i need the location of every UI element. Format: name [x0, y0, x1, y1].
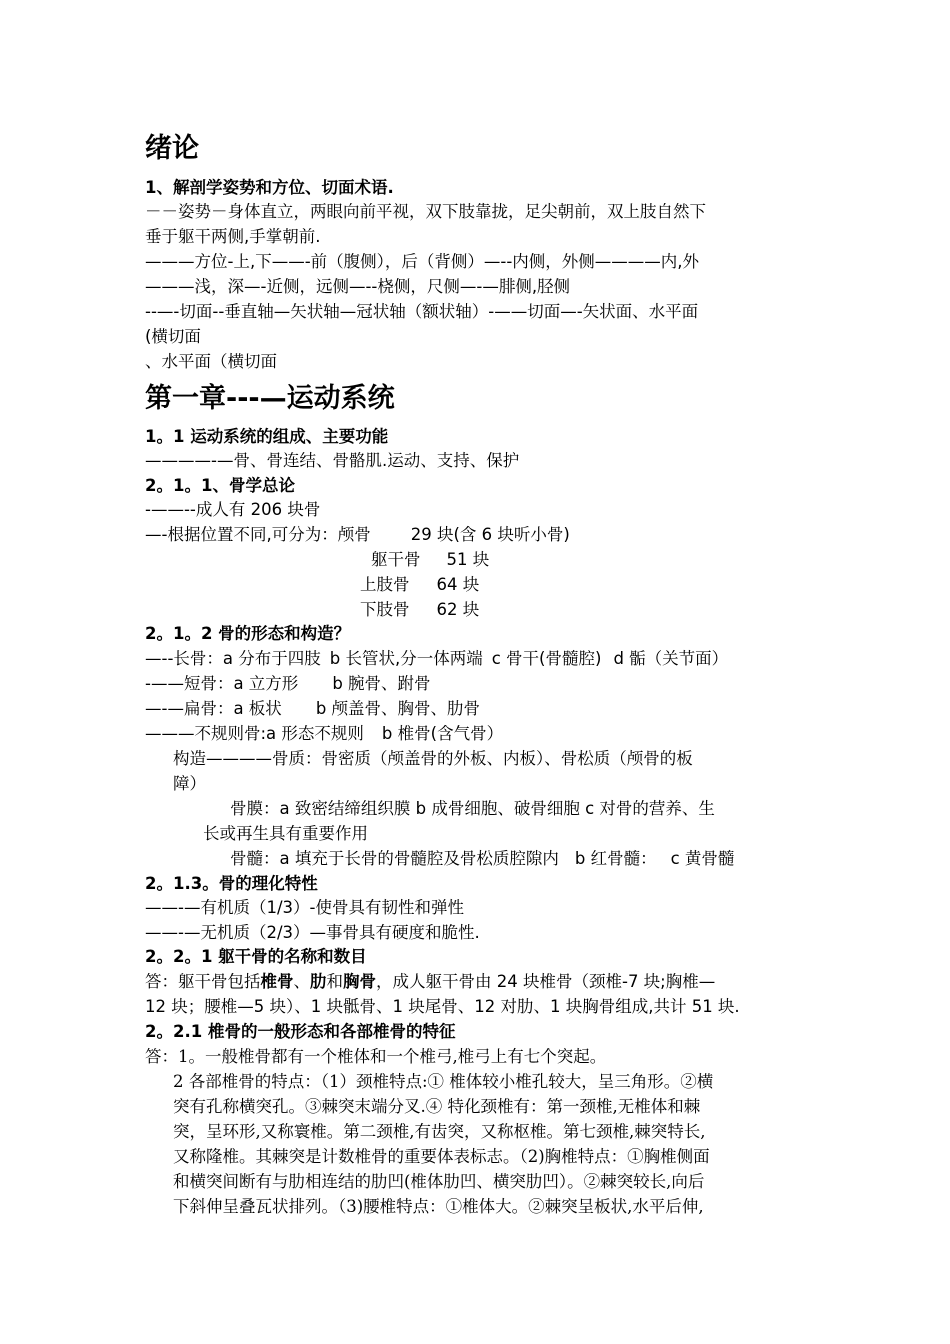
section-heading: 2。2.1 椎骨的一般形态和各部椎骨的特征	[145, 1022, 456, 1041]
text-line: 垂于躯干两侧,手掌朝前.	[145, 227, 321, 246]
text-line: 又称隆椎。其棘突是计数椎骨的重要体表标志。（2)胸椎特点：①胸椎侧面	[173, 1147, 710, 1166]
answer-text: 、	[293, 972, 310, 991]
section-heading: 2。1。2 骨的形态和构造？	[145, 624, 351, 643]
text-line	[145, 673, 431, 695]
text-line: (横切面	[145, 327, 201, 346]
answer-bold: 胸骨	[343, 972, 376, 991]
short-bone-a: -——短骨：a 立方形	[145, 674, 299, 693]
text-line: 12 块；腰椎—5 块）、1 块骶骨、1 块尾骨、12 对肋、1 块胸骨组成,共计 51 块.	[145, 997, 740, 1016]
bone-name: 下肢骨	[360, 600, 410, 619]
text-line: ————-—骨、骨连结、骨骼肌.运动、支持、保护	[145, 451, 520, 470]
section-heading: 2。2。1 躯干骨的名称和数目	[145, 947, 367, 966]
bone-name: 躯干骨	[371, 550, 421, 569]
answer-bold: 肋	[310, 972, 327, 991]
text-line	[145, 971, 715, 993]
text-line: ——-—无机质（2/3）—事骨具有硬度和脆性.	[145, 923, 480, 942]
bone-count: 51 块	[446, 550, 490, 569]
text-line: 构造————骨质：骨密质（颅盖骨的外板、内板）、骨松质（颅骨的板	[173, 749, 693, 768]
bone-row	[371, 549, 489, 571]
chapter-title: 第一章---—运动系统	[145, 383, 395, 414]
bone-classification-label: —-根据位置不同,可分为：颅骨	[145, 525, 371, 544]
text-line: 骨膜：a 致密结缔组织膜 b 成骨细胞、破骨细胞 c 对骨的营养、生	[230, 799, 715, 818]
marrow-b: b 红骨髓：	[574, 849, 657, 868]
answer-text: 和	[326, 972, 343, 991]
section-heading: 2。1。1、骨学总论	[145, 476, 295, 495]
text-line: ———方位-上,下——-前（腹侧），后（背侧）—--内侧，外侧————内,外	[145, 252, 700, 271]
text-line: 和横突间断有与肋相连结的肋凹(椎体肋凹、横突肋凹）。②棘突较长,向后	[173, 1172, 705, 1191]
irregular-bone-b: b 椎骨(含气骨）	[381, 724, 504, 743]
answer-text: 答：躯干骨包括	[145, 972, 261, 991]
text-line: ———浅，深—-近侧，远侧—--桡侧，尺侧—-—腓侧,胫侧	[145, 277, 571, 296]
text-line	[145, 723, 503, 745]
answer-bold: 椎骨	[260, 972, 294, 991]
text-line	[145, 648, 728, 670]
text-line: ——-—有机质（1/3）-使骨具有韧性和弹性	[145, 898, 464, 917]
bone-count: 62 块	[436, 600, 480, 619]
text-line: 突，呈环形,又称寰椎。第二颈椎,有齿突，又称枢椎。第七颈椎,棘突特长,	[173, 1122, 706, 1141]
text-line: －－姿势－身体直立，两眼向前平视，双下肢靠拢，足尖朝前，双上肢自然下	[145, 202, 706, 221]
irregular-bone-a: ———不规则骨:a 形态不规则	[145, 724, 364, 743]
text-line	[145, 524, 570, 546]
section-heading: 1、解剖学姿势和方位、切面术语.	[145, 178, 394, 197]
marrow-a: 骨髓：a 填充于长骨的骨髓腔及骨松质腔隙内	[230, 849, 559, 868]
short-bone-b: b 腕骨、跗骨	[332, 674, 431, 693]
text-line: 长或再生具有重要作用	[203, 824, 368, 843]
answer-text: ，成人躯干骨由 24 块椎骨（颈椎-7 块;胸椎—	[376, 972, 716, 991]
text-line	[145, 698, 480, 720]
section-heading: 2。1.3。骨的理化特性	[145, 874, 318, 893]
flat-bone-a: —-—扁骨：a 板状	[145, 699, 282, 718]
text-line: 突有孔称横突孔。③棘突末端分叉.④ 特化颈椎有：第一颈椎,无椎体和棘	[173, 1097, 701, 1116]
bone-name: 上肢骨	[360, 575, 410, 594]
long-bone-d: d 骺（关节面）	[613, 649, 729, 668]
text-line: 答：1。一般椎骨都有一个椎体和一个椎弓,椎弓上有七个突起。	[145, 1047, 607, 1066]
bone-count: 64 块	[436, 575, 480, 594]
flat-bone-b: b 颅盖骨、胸骨、肋骨	[315, 699, 481, 718]
bone-row	[360, 599, 479, 621]
long-bone-c: c 骨干(骨髓腔)	[491, 649, 602, 668]
long-bone-a: —--长骨：a 分布于四肢	[145, 649, 321, 668]
text-line: 障）	[173, 774, 206, 793]
skull-bone-count: 29 块(含 6 块听小骨)	[410, 525, 570, 544]
intro-title: 绪论	[145, 133, 199, 164]
text-line: 2 各部椎骨的特点：（1）颈椎特点:① 椎体较小椎孔较大，呈三角形。②横	[173, 1072, 714, 1091]
bone-row	[360, 574, 479, 596]
text-line: -——--成人有 206 块骨	[145, 500, 321, 519]
text-line	[230, 848, 734, 870]
text-line: 下斜伸呈叠瓦状排列。（3)腰椎特点：①椎体大。②棘突呈板状,水平后伸,	[173, 1197, 704, 1216]
marrow-c: c 黄骨髓	[670, 849, 735, 868]
text-line: --—-切面--垂直轴—矢状轴—冠状轴（额状轴）-——切面—-矢状面、水平面	[145, 302, 699, 321]
text-line: 、水平面（横切面	[145, 352, 277, 371]
section-heading: 1。1 运动系统的组成、主要功能	[145, 427, 389, 446]
long-bone-b: b 长管状,分一体两端	[329, 649, 483, 668]
